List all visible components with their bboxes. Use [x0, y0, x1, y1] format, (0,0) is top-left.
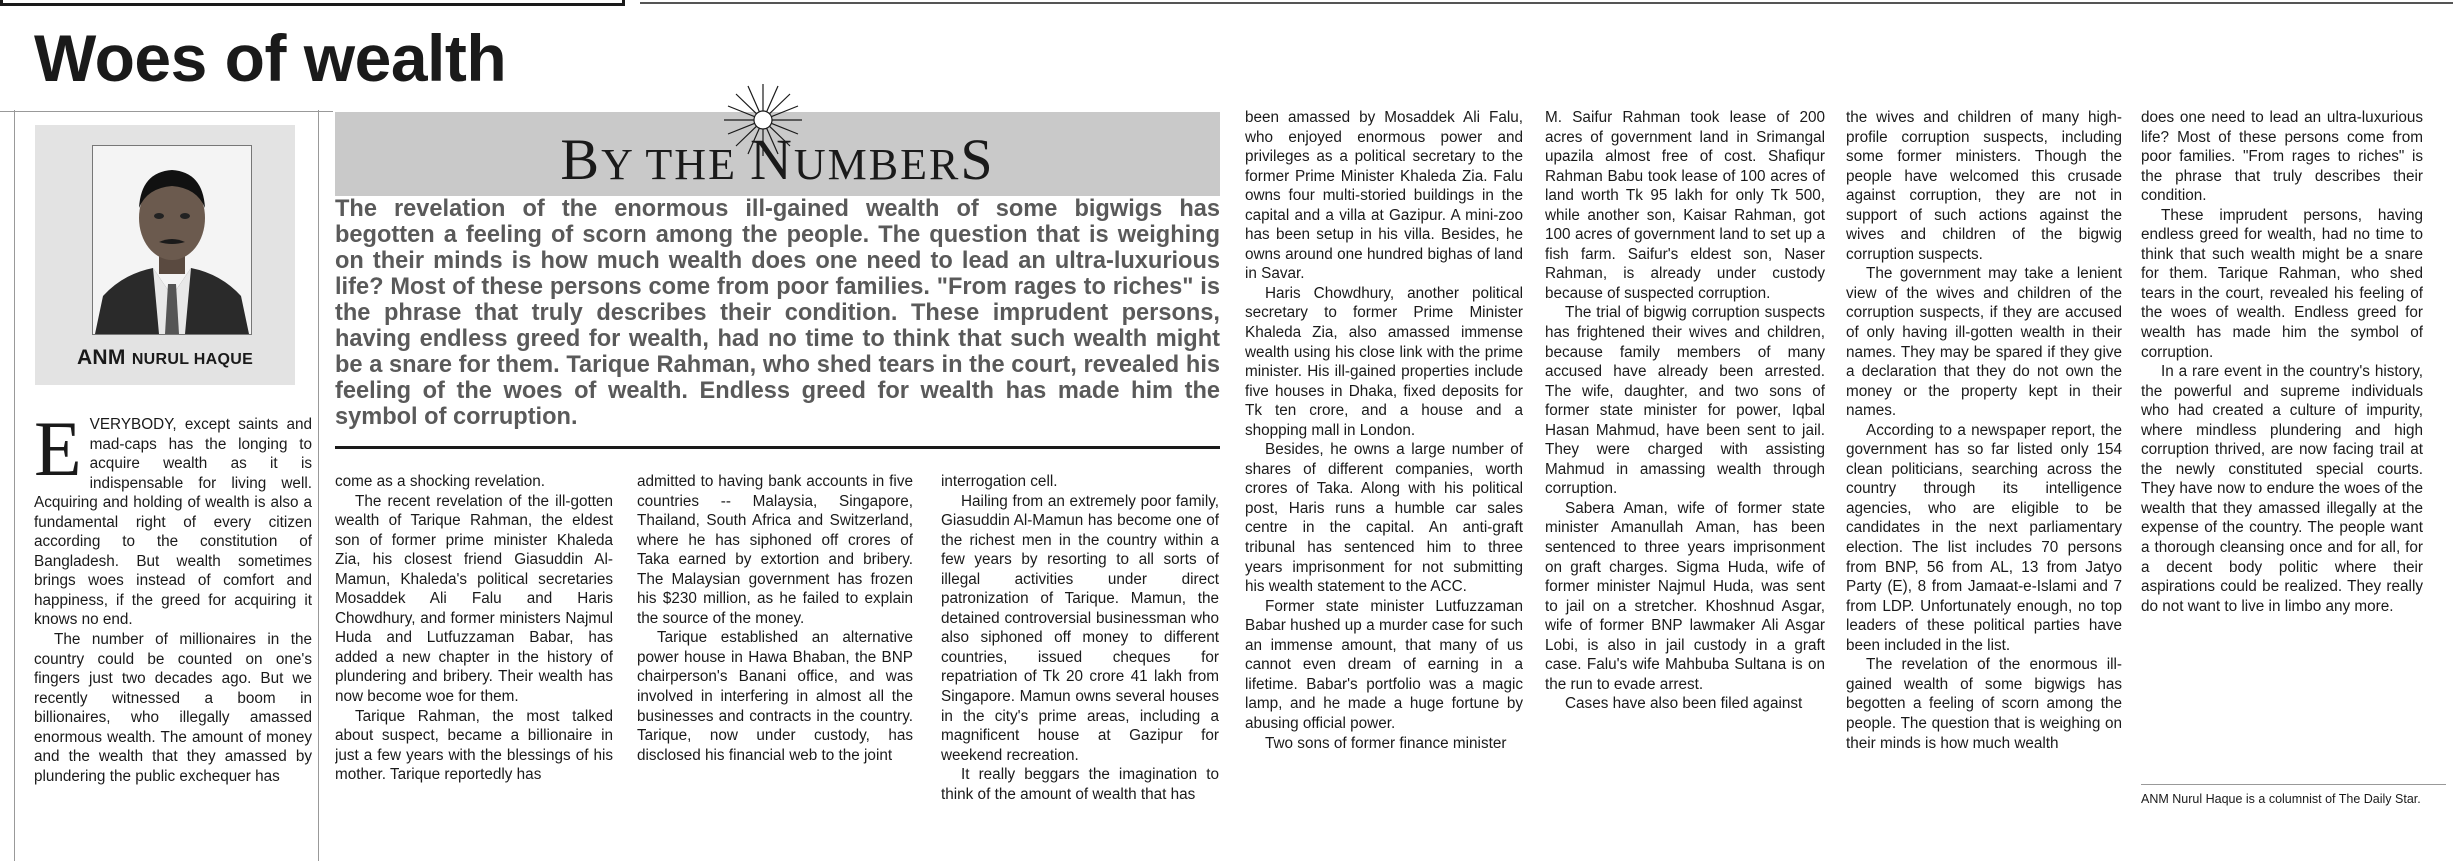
paragraph: Hailing from an extremely poor family, Giasuddin Al-Mamun has become one of the richest men in the country within a few years by resorting to all sorts of illegal activities under direct patronization of Tarique. Mamun, the detained controversial businessman who also siphoned off money to different countries, issued cheques for repatriation of Tk 20 crore 41 lakh from Singapore. Mamun owns several houses in the city's prime areas, including a magnificent house at Gazipur for weekend recreation. [941, 492, 1219, 764]
paragraph: Tarique Rahman, the most talked about suspect, became a billionaire in just a few years with the blessings of his mother. Tarique reportedly has [335, 707, 613, 784]
paragraph: Besides, he owns a large number of shares of different companies, worth crores of Taka. Along with his political post, Haris runs a humble car sales centre in the capital. An anti-graft tribunal has sentenced him to three years imprisonment for not submitting his wealth statement to the ACC. [1245, 441, 1523, 596]
banner-title: BY THE NUMBERS [560, 127, 995, 192]
paragraph: The trial of bigwig corruption suspects has frightened their wives and children, because family members of many accused have already been arrested. The wife, daughter, and two sons of former state minister for power, Iqbal Hasan Mahmud, have been sent to jail. They were charged with assisting Mahmud in amassing wealth through corruption. [1545, 304, 1825, 498]
paragraph: Tarique established an alternative power house in Hawa Bhaban, the BNP chairperson's Banani office, and was involved in interfering in almost all the businesses and contracts in the country. Tarique, now under custody, has disclosed his financial web to the joint [637, 629, 913, 764]
author-footnote: ANM Nurul Haque is a columnist of The Daily Star. [2141, 792, 2421, 806]
top-rule-right [640, 2, 2453, 4]
paragraph: Haris Chowdhury, another political secretary to former Prime Minister Khaleda Zia, also amassed immense wealth using his close link with the prime minister. His ill-gained properties include five houses in Dhaka, fixed deposits for Tk ten crore, and a house and a shopping mall in London. [1245, 284, 1523, 439]
article-column-8 [2141, 108, 2423, 778]
paragraph: M. Saifur Rahman took lease of 200 acres of government land in Srimangal upazila almost free of cost. Shafiqur Rahman Babu took lease of 100 acres of land worth Tk 95 lakh for only Tk 500, while another son, Kaisar Rahman, got 100 acres of government land to set up a fish farm. Saifur's eldest son, Naser Rahman, is already under custody because of suspected corruption. [1545, 109, 1825, 302]
paragraph: The recent revelation of the ill-gotten wealth of Tarique Rahman, the eldest son of former prime minister Khaleda Zia, his closest friend Giasuddin Al-Mamun, Khaleda's political secretaries Mosaddek Ali Falu and Haris Chowdhury, and former ministers Najmul Huda and Lutfuzzaman Babar, has added a new chapter in the history of plundering and bribery. Their wealth has now become woe for them. [335, 492, 613, 706]
article-column-2 [335, 472, 613, 861]
divider [318, 110, 319, 861]
article-column-5 [1245, 108, 1523, 861]
dropcap: E [34, 415, 82, 492]
lead-paragraph: The revelation of the enormous ill-gained wealth of some bigwigs has begotten a feeling of scorn among the people. The question that is weighing on their minds is how much wealth does one need to lead an ultra-luxurious life? Most of these persons come from poor families. "From rages to riches" is the phrase that truly describes their condition. These imprudent persons, having endless greed for wealth, had no time to think that such wealth might be a snare for them. Tarique Rahman, who shed tears in the court, revealed his feeling of the woes of wealth. Endless greed for wealth has made him the symbol of corruption. [335, 196, 1220, 430]
paragraph: According to a newspaper report, the government has so far listed only 154 clean politicians, searching across the country through its intelligence agencies, who are eligible to be candidates in the next parliamentary election. The list includes 70 persons from BNP, 56 from AL, 13 from Jatyo Party (E), 8 from Jamaat-e-Islami and 7 from LDP. Unfortunately enough, no top leaders of these political parties have been included in the list. [1846, 421, 2122, 654]
top-rule-left [0, 0, 625, 6]
paragraph: Sabera Aman, wife of former state minister Amanullah Aman, has been sentenced to three years imprisonment on graft charges. Sigma Huda, wife of former minister Najmul Huda, was sent to jail on a stretcher. Khoshnud Asgar, wife of former BNP lawmaker Ali Asgar Lobi, is also in jail custody in a graft case. Falu's wife Mahbuba Sultana is on the run to evade arrest. [1545, 499, 1825, 693]
paragraph: It really beggars the imagination to think of the amount of wealth that has [941, 766, 1219, 803]
author-name: ANM NURUL HAQUE [76, 346, 254, 369]
divider [14, 110, 15, 861]
lead-divider [335, 446, 1220, 449]
paragraph: The number of millionaires in the country could be counted on one's fingers just two decades ago. But we recently witnessed a boom in billionaires, who illegally amassed enormous wealth. The amount of money and the wealth that they amassed by plundering the public exchequer has [34, 631, 312, 785]
footnote-divider [2141, 784, 2446, 785]
paragraph: the wives and children of many high-profile corruption suspects, including some former ministers. Though the people have welcomed this crusade against corruption, they are not in support of such actions against the wives and children of the bigwig corruption suspects. [1846, 109, 2122, 263]
paragraph: Cases have also been filed against [1565, 695, 1803, 713]
author-photo [92, 145, 252, 335]
paragraph: The government may take a lenient view of the wives and children of the corruption suspects, if they are accused of only having ill-gotten wealth in their names. They may be spared if they give a declaration that they do not own the money or the property kept in their names. [1846, 265, 2122, 420]
page-title: Woes of wealth [34, 21, 507, 95]
paragraph: interrogation cell. [941, 473, 1058, 490]
paragraph: In a rare event in the country's history, the powerful and supreme individuals who had created a culture of impurity, where mindless plundering and high corruption thrived, are now facing trail at the newly constituted special courts. They have now to endure the woes of the wealth that they amassed illegally at the expense of the country. The people want a thorough cleansing once and for all, for a decent body politic where their aspirations could be realized. They really do not want to live in limbo any more. [2141, 363, 2423, 615]
paragraph: These imprudent persons, having endless greed for wealth, had no time to think that such wealth might be a snare for them. Tarique Rahman, who shed tears in the court, revealed his feeling of the woes of wealth. Endless greed for wealth has made him the symbol of corruption. [2141, 206, 2423, 361]
article-column-3 [637, 472, 913, 861]
article-column-1 [34, 415, 312, 861]
paragraph: been amassed by Mosaddek Ali Falu, who enjoyed enormous power and privileges as a political secretary to the former Prime Minister Khaleda Zia. Falu owns four multi-storied buildings in the capital and a villa at Gazipur. A mini-zoo has been setup in his villa. Besides, he owns around one hundred bighas of land in Savar. [1245, 109, 1523, 283]
paragraph: Two sons of former finance minister [1265, 734, 1507, 752]
article-column-7 [1846, 108, 2122, 861]
paragraph: The revelation of the enormous ill-gained wealth of some bigwigs has begotten a feeling of scorn among the people. The question that is weighing on their minds is how much wealth [1846, 656, 2122, 752]
article-column-6 [1545, 108, 1825, 861]
paragraph: come as a shocking revelation. [335, 473, 546, 490]
divider [0, 111, 333, 112]
paragraph: Former state minister Lutfuzzaman Babar hushed up a murder case for such an immense amount, that many of us cannot even dream of earning in a lifetime. Babar's portfolio was a magic lamp, and he made a huge fortune by abusing official power. [1245, 597, 1523, 732]
paragraph: admitted to having bank accounts in five countries -- Malaysia, Singapore, Thailand, South Africa and Switzerland, where he has siphoned off crores of Taka earned by extortion and bribery. The Malaysian government has frozen his $230 million, as he failed to explain the source of the money. [637, 473, 913, 627]
portrait-illustration [93, 146, 251, 334]
paragraph: VERYBODY, except saints and mad-caps has the longing to acquire wealth as it is indispensable for living well. Acquiring and holding of wealth is also a fundamental right of every citizen according to the constitution of Bangladesh. But wealth sometimes brings woes instead of comfort and happiness, if the greed for acquiring it knows no end. [34, 416, 312, 629]
paragraph: does one need to lead an ultra-luxurious life? Most of these persons come from poor families. "From rages to riches" is the phrase that truly describes their condition. [2141, 109, 2423, 205]
article-column-4 [941, 472, 1219, 861]
